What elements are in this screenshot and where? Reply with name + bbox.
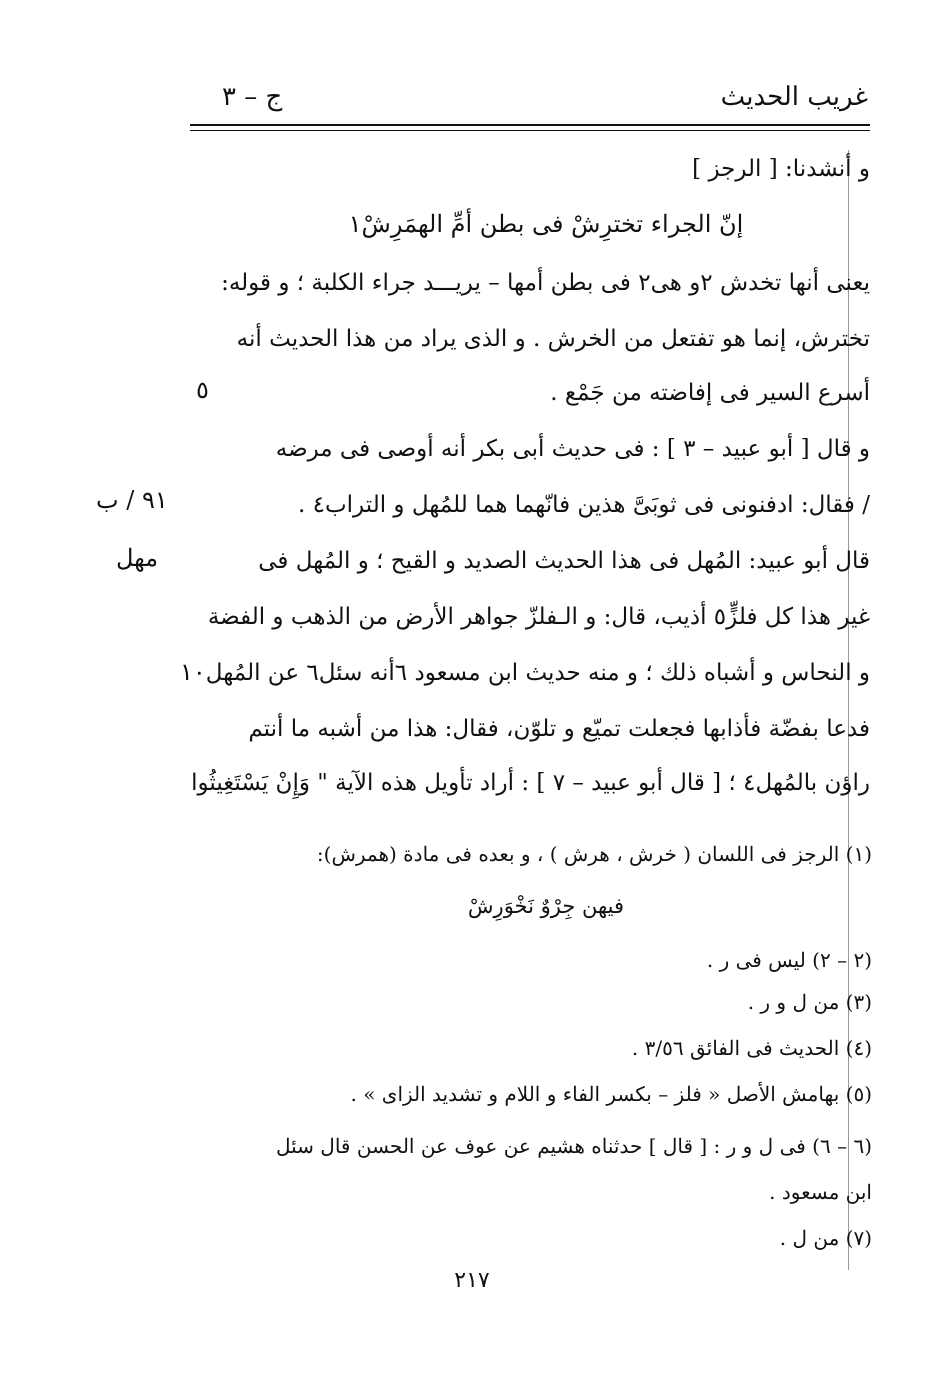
footnote-verse: فيهن جِرْوٌ نَخْوَرِشْ (467, 894, 625, 918)
footnote: ابن مسعود . (769, 1180, 872, 1204)
folio-marker: ٩١ / ب (96, 486, 168, 514)
running-header-title: غريب الحديث (720, 82, 868, 112)
text-line: راؤن بالمُهل٤ ؛ [ قال أبو عبيد – ٧ ] : أراد تأويل هذه الآية " وَإِنْ يَسْتَغِيثُوا (191, 770, 870, 796)
text-line: / فقال: ادفنونى فى ثوبَىَّ هذين فانّهما هما للمُهل و التراب٤ . (298, 492, 870, 518)
text-line: أسرع السير فى إفاضته من جَمْع . (550, 380, 870, 406)
text-line: غير هذا كل فلزٍّ٥ أذيب، قال: و الـفلزّ جواهر الأرض من الذهب و الفضة (207, 604, 870, 630)
footnote: (٥) بهامش الأصل « فلز – بكسر الفاء و اللام و تشديد الزاى » . (350, 1082, 872, 1106)
text-line: و النحاس و أشباه ذلك ؛ و منه حديث ابن مسعود ٦أنه سئل٦ عن المُهل (205, 660, 870, 686)
header-rule-thin (190, 130, 870, 131)
page-number: ٢١٧ (454, 1268, 490, 1293)
header-rule-thick (190, 124, 870, 126)
line-number-5: ٥ (196, 376, 209, 404)
text-line: يعنى أنها تخدش ٢و هى٢ فى بطن أمها – يريـــد جراء الكلبة ؛ و قوله: (221, 270, 870, 296)
footnote: (٤) الحديث فى الفائق ٣/٥٦ . (631, 1036, 872, 1060)
footnote: (١) الرجز فى اللسان ( خرش ، هرش ) ، و بعده فى مادة (همرش): (316, 842, 872, 866)
running-header-volume: ج – ٣ (222, 82, 283, 112)
line-number-10: ١٠ (180, 658, 206, 686)
text-line: و قال [ أبو عبيد – ٣ ] : فى حديث أبى بكر أنه أوصى فى مرضه (275, 436, 870, 462)
footnote: (٢ – ٢) ليس فى ر . (706, 948, 872, 972)
verse-line: إنّ الجراء تخترِشْ فى بطن أمِّ الهمَرِشْ١ (348, 210, 744, 238)
footnote: (٦ – ٦) فى ل و ر : [ قال ] حدثناه هشيم عن عوف عن الحسن قال سئل (276, 1134, 872, 1158)
text-line: قال أبو عبيد: المُهل فى هذا الحديث الصديد و القيح ؛ و المُهل فى (258, 548, 870, 574)
margin-keyword: مهل (116, 544, 159, 572)
verse-intro: و أنشدنا: [ الرجز ] (692, 156, 870, 182)
text-line: تخترش، إنما هو تفتعل من الخرش . و الذى يراد من هذا الحديث أنه (236, 326, 870, 352)
footnote: (٣) من ل و ر . (747, 990, 872, 1014)
footnote: (٧) من ل . (779, 1226, 872, 1250)
text-line: فدعا بفضّة فأذابها فجعلت تميّع و تلوّن، فقال: هذا من أشبه ما أنتم (248, 716, 870, 742)
